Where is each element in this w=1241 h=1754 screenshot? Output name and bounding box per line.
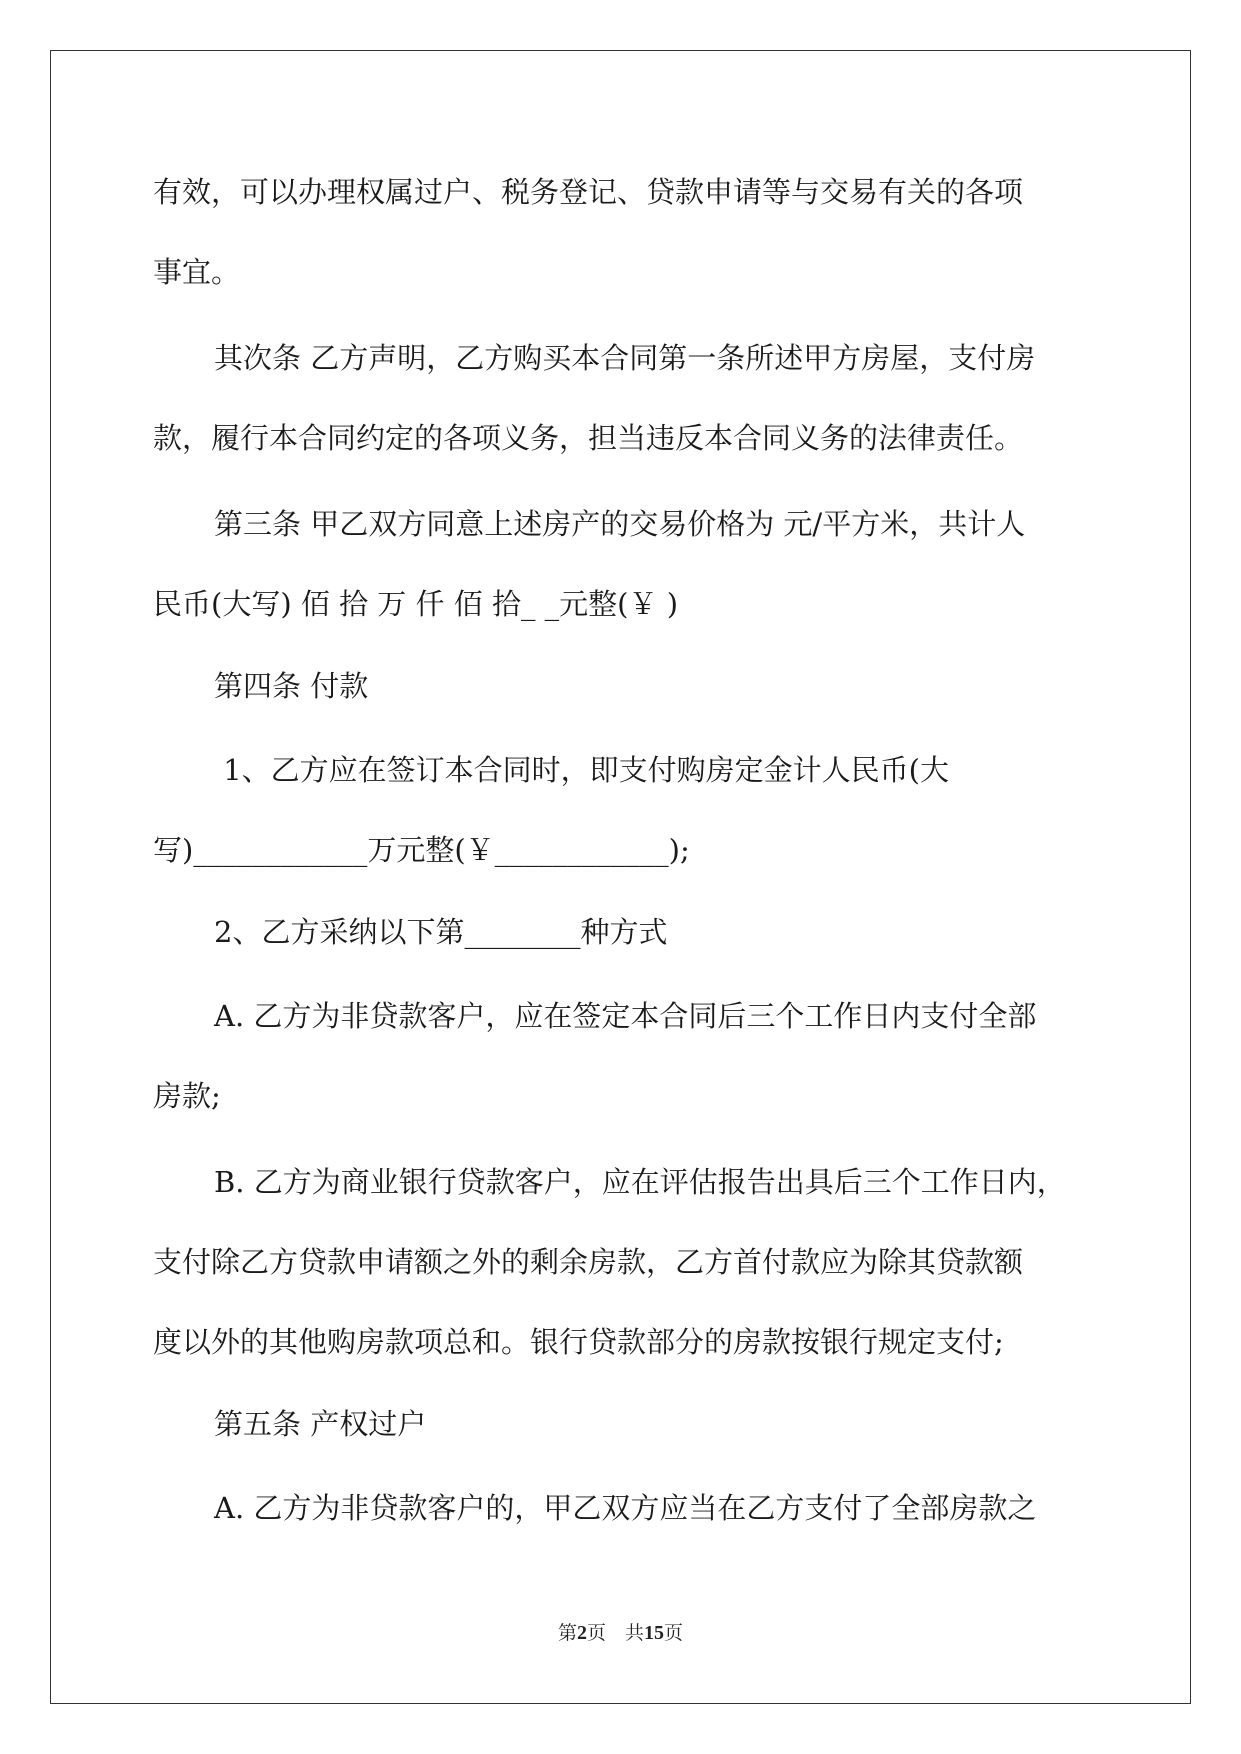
footer-suffix: 页: [664, 1623, 684, 1644]
footer-prefix: 第: [557, 1623, 577, 1644]
text-line: 第三条 甲乙双方同意上述房产的交易价格为 元/平方米，共计人: [214, 507, 1026, 541]
text-line: 1、乙方应在签订本合同时，即支付购房定金计人民币(大: [214, 753, 949, 787]
text-line: A. 乙方为非贷款客户，应在签定本合同后三个工作日内支付全部: [214, 999, 1037, 1033]
text-line: 其次条 乙方声明，乙方购买本合同第一条所述甲方房屋，支付房: [214, 341, 1036, 375]
text-line: A. 乙方为非贷款客户的，甲乙双方应当在乙方支付了全部房款之: [214, 1491, 1037, 1525]
current-page-number: 2: [576, 1622, 587, 1644]
text-line: 事宜。: [153, 255, 241, 289]
footer-mid: 页 共: [586, 1623, 644, 1644]
text-line: 2、乙方采纳以下第________种方式: [214, 915, 668, 949]
article-heading: 第四条 付款: [214, 669, 369, 703]
text-line: 有效，可以办理权属过户、税务登记、贷款申请等与交易有关的各项: [153, 175, 1024, 209]
article-heading: 第五条 产权过户: [214, 1407, 427, 1441]
text-line: 房款;: [153, 1079, 221, 1113]
text-line: 度以外的其他购房款项总和。银行贷款部分的房款按银行规定支付;: [153, 1325, 1004, 1359]
total-page-number: 15: [644, 1622, 664, 1644]
page-footer: [0, 1618, 1241, 1645]
text-line: 写)____________万元整(￥____________);: [153, 833, 690, 867]
text-line: 款，履行本合同约定的各项义务，担当违反本合同义务的法律责任。: [153, 421, 1024, 455]
text-line: 支付除乙方贷款申请额之外的剩余房款，乙方首付款应为除其贷款额: [153, 1245, 1024, 1279]
text-line: B. 乙方为商业银行贷款客户，应在评估报告出具后三个工作日内，: [214, 1165, 1066, 1199]
page-border: [50, 50, 1191, 1704]
text-line: 民币(大写) 佰 拾 万 仟 佰 拾_ _元整(￥ ): [153, 587, 679, 621]
